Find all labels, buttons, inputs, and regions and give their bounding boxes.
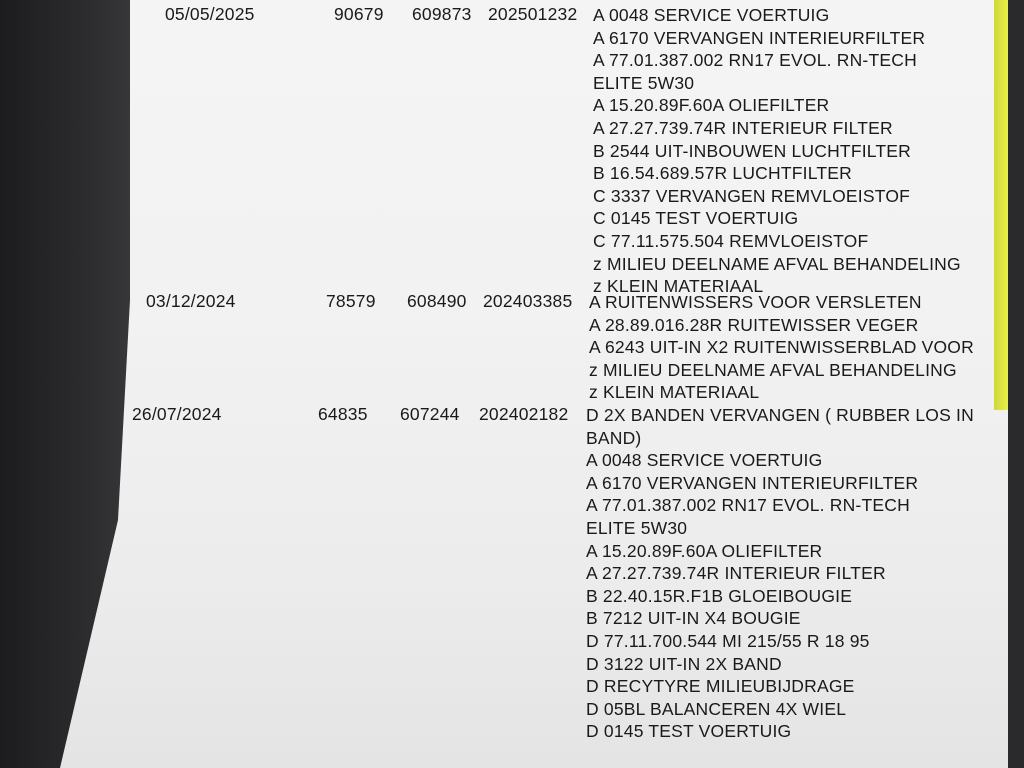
entry-invoice-number: 202403385 [483,291,573,311]
entry-line: A 6170 VERVANGEN INTERIEURFILTER [593,27,926,48]
entry-line: BAND) [586,427,642,448]
entry-line: A 6170 VERVANGEN INTERIEURFILTER [586,472,919,493]
entry-date: 26/07/2024 [132,404,222,424]
entry-line: B 7212 UIT-IN X4 BOUGIE [586,608,801,629]
entry-line: B 16.54.689.57R LUCHTFILTER [593,163,852,184]
entry-line: z KLEIN MATERIAAL [593,276,764,297]
entry-date: 05/05/2025 [165,4,255,24]
entry-line: A RUITENWISSERS VOOR VERSLETEN [589,292,922,312]
entry-mileage: 78579 [326,291,376,311]
entry-line: C 3337 VERVANGEN REMVLOEISTOF [593,185,911,206]
entry-order-number: 609873 [412,4,472,24]
entry-line: D 0145 TEST VOERTUIG [586,721,792,742]
entry-line-list [586,404,974,743]
entry-line: A 27.27.739.74R INTERIEUR FILTER [593,117,893,138]
entry-line: ELITE 5W30 [593,72,695,93]
entry-line: D RECYTYRE MILIEUBIJDRAGE [586,676,855,697]
entry-line: A 77.01.387.002 RN17 EVOL. RN-TECH [586,495,910,516]
entry-line: z KLEIN MATERIAAL [589,382,760,403]
entry-line: B 2544 UIT-INBOUWEN LUCHTFILTER [593,140,912,161]
entry-line: A 15.20.89F.60A OLIEFILTER [593,95,830,116]
entry-order-number: 608490 [407,291,467,311]
entry-line: B 22.40.15R.F1B GLOEIBOUGIE [586,585,853,606]
entry-line: D 77.11.700.544 MI 215/55 R 18 95 [586,630,870,651]
entry-line: A 6243 UIT-IN X2 RUITENWISSERBLAD VOOR [589,337,974,358]
entry-date: 03/12/2024 [146,291,236,311]
entry-line: A 0048 SERVICE VOERTUIG [586,450,823,471]
entry-line: A 15.20.89F.60A OLIEFILTER [586,540,823,561]
entry-line: A 28.89.016.28R RUITEWISSER VEGER [589,314,919,335]
entry-line: A 77.01.387.002 RN17 EVOL. RN-TECH [593,50,917,71]
entry-mileage: 90679 [334,4,384,24]
entry-line-list [593,4,961,298]
entry-line: D 2X BANDEN VERVANGEN ( RUBBER LOS IN [586,405,974,425]
entry-invoice-number: 202501232 [488,4,578,24]
yellow-folder-edge [994,0,1008,410]
entry-line: ELITE 5W30 [586,517,688,538]
entry-line: z MILIEU DEELNAME AFVAL BEHANDELING [589,359,957,380]
entry-mileage: 64835 [318,404,368,424]
entry-line: A 0048 SERVICE VOERTUIG [593,5,830,25]
entry-line: D 05BL BALANCEREN 4X WIEL [586,698,847,719]
entry-line: z MILIEU DEELNAME AFVAL BEHANDELING [593,253,961,274]
entry-line: C 77.11.575.504 REMVLOEISTOF [593,230,869,251]
entry-invoice-number: 202402182 [479,404,569,424]
entry-order-number: 607244 [400,404,460,424]
entry-line-list [589,291,974,404]
entry-line: D 3122 UIT-IN 2X BAND [586,653,782,674]
entry-line: C 0145 TEST VOERTUIG [593,208,799,229]
entry-line: A 27.27.739.74R INTERIEUR FILTER [586,563,886,584]
